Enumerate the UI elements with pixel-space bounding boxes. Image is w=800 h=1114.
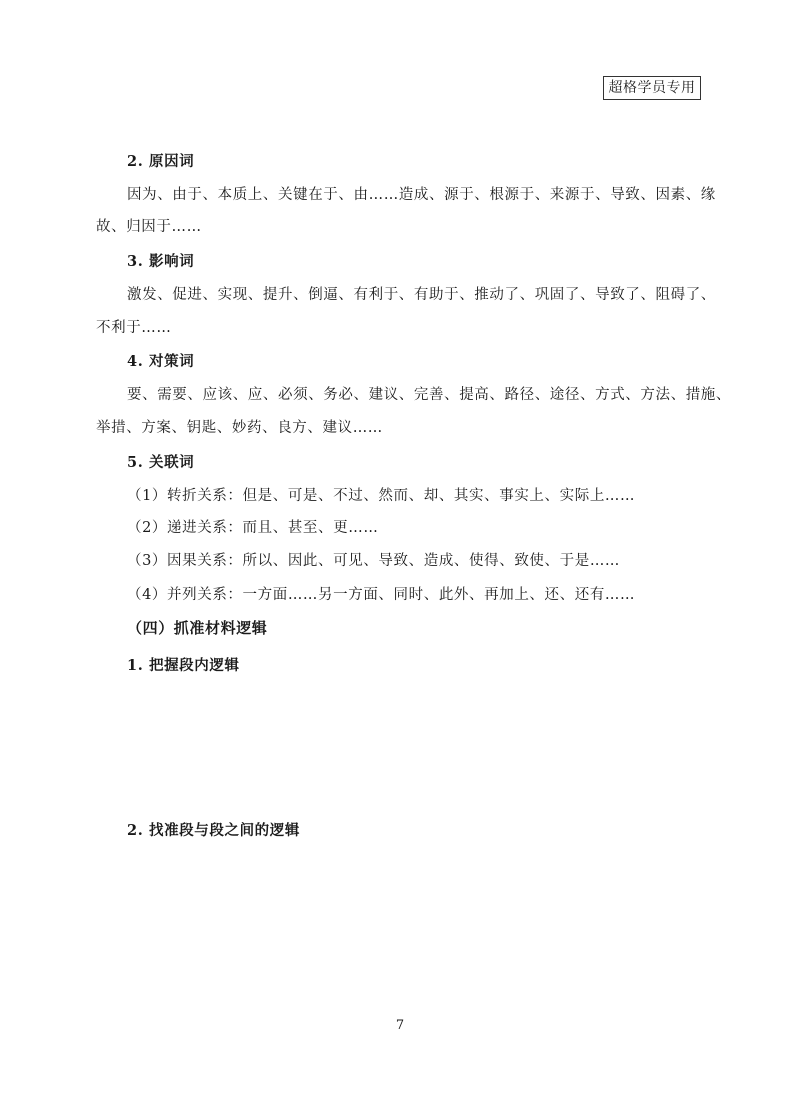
relation-item: （3）因果关系：所以、因此、可见、导致、造成、使得、致使、于是…… <box>127 553 621 569</box>
section-heading-measure: 4. 对策词 <box>127 353 195 370</box>
relation-item: （1）转折关系：但是、可是、不过、然而、却、其实、事实上、实际上…… <box>127 488 636 504</box>
section-heading-impact: 3. 影响词 <box>127 253 195 270</box>
cause-words-line-2: 故、归因于…… <box>96 219 202 235</box>
impact-words-line-2: 不利于…… <box>96 320 172 336</box>
section-heading-logic: （四）抓准材料逻辑 <box>127 619 268 637</box>
section-heading-cause: 2. 原因词 <box>127 153 195 170</box>
logic-subheading-between-paragraphs: 2. 找准段与段之间的逻辑 <box>127 822 300 839</box>
page-number: 7 <box>395 1018 405 1033</box>
relation-item: （2）递进关系：而且、甚至、更…… <box>127 520 379 536</box>
logic-subheading-within-paragraph: 1. 把握段内逻辑 <box>127 657 240 674</box>
relation-item: （4）并列关系：一方面……另一方面、同时、此外、再加上、还、还有…… <box>127 587 636 603</box>
cause-words-line-1: 因为、由于、本质上、关键在于、由……造成、源于、根源于、来源于、导致、因素、缘 <box>127 187 716 203</box>
measure-words-line-1: 要、需要、应该、应、必须、务必、建议、完善、提高、路径、途径、方式、方法、措施、 <box>127 387 731 403</box>
exclusive-badge: 超格学员专用 <box>603 76 701 100</box>
measure-words-line-2: 举措、方案、钥匙、妙药、良方、建议…… <box>96 420 383 436</box>
section-heading-relation: 5. 关联词 <box>127 454 195 471</box>
impact-words-line-1: 激发、促进、实现、提升、倒逼、有利于、有助于、推动了、巩固了、导致了、阻碍了、 <box>127 287 716 303</box>
